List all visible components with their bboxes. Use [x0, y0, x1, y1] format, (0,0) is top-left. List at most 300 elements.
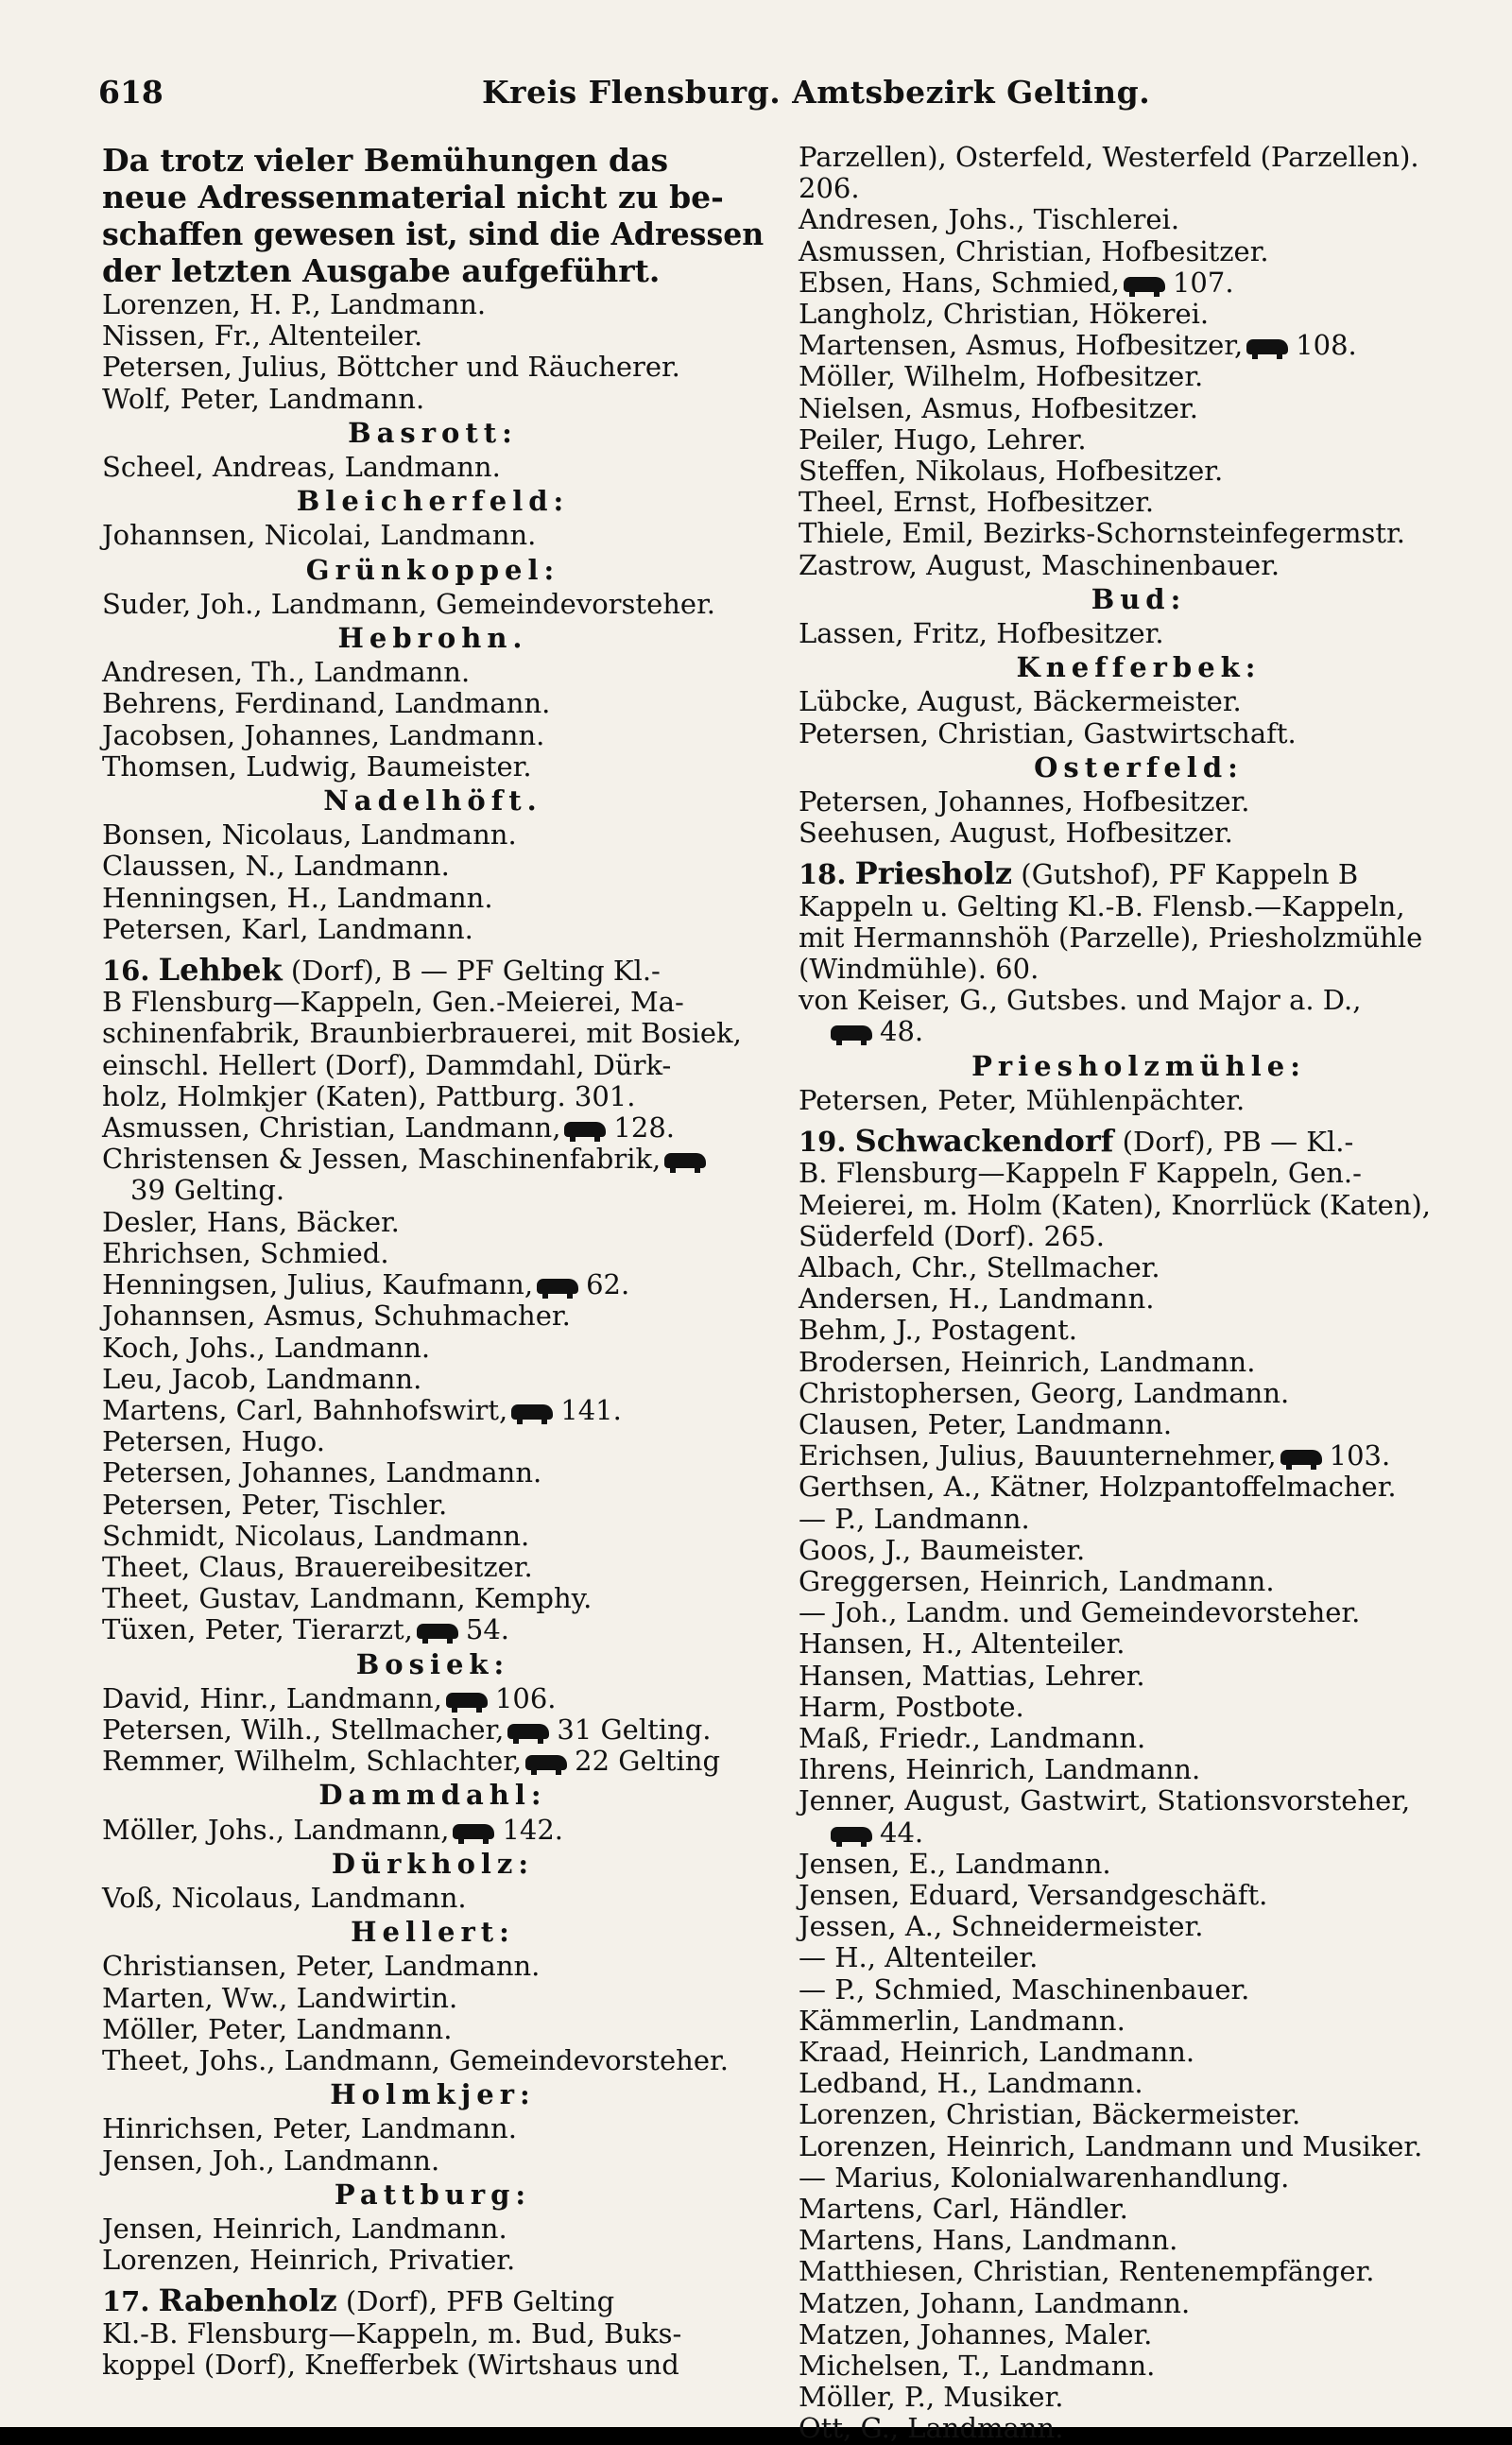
continuation-text: Kl.-B. Flensburg—Kappeln, m. Bud, Buks-	[102, 2316, 682, 2350]
entry-text: Theet, Gustav, Landmann, Kemphy.	[102, 1582, 593, 1615]
page-number: 618	[98, 74, 163, 111]
phone-number: 22 Gelting	[575, 1745, 721, 1778]
directory-entry	[799, 1252, 1479, 1283]
directory-entry	[799, 1409, 1479, 1440]
entry-text: Maß, Friedr., Landmann.	[799, 1721, 1146, 1754]
place-heading: Pattburg:	[334, 2178, 532, 2211]
telephone-car-icon	[507, 1724, 549, 1739]
entry-text: Lassen, Fritz, Hofbesitzer.	[799, 617, 1164, 650]
entry-text: Asmussen, Christian, Hofbesitzer.	[799, 234, 1269, 267]
continuation-text: Meierei, m. Holm (Katen), Knorrlück (Katen),	[799, 1188, 1432, 1221]
entry-text: Theet, Johs., Landmann, Gemeindevorsteher.	[102, 2043, 729, 2076]
directory-entry	[102, 1614, 764, 1645]
entry-text: Möller, Wilhelm, Hofbesitzer.	[799, 360, 1204, 393]
directory-entry	[799, 2194, 1479, 2225]
place-heading: Grünkoppel:	[305, 553, 560, 586]
continuation-line	[799, 1221, 1479, 1252]
continuation-line	[799, 1817, 1479, 1849]
directory-entry	[799, 985, 1479, 1016]
section-description: (Gutshof), PF Kappeln B	[1021, 858, 1359, 891]
entry-text: Andresen, Th., Landmann.	[102, 656, 471, 689]
directory-entry	[102, 751, 764, 783]
directory-entry	[102, 1426, 764, 1457]
phone-number: 108.	[1296, 329, 1357, 362]
entry-text: Greggersen, Heinrich, Landmann.	[799, 1564, 1275, 1597]
directory-entry	[102, 851, 764, 882]
directory-entry	[799, 456, 1479, 487]
directory-entry	[799, 1661, 1479, 1692]
entry-text: Ehrichsen, Schmied.	[102, 1236, 389, 1269]
section-place-name: Schwackendorf	[854, 1123, 1114, 1160]
directory-entry	[102, 1983, 764, 2014]
entry-text: Christensen & Jessen, Maschinenfabrik,	[102, 1143, 662, 1176]
entry-text: Christophersen, Georg, Landmann.	[799, 1376, 1290, 1409]
directory-entry	[102, 1395, 764, 1426]
place-heading: Dammdahl:	[318, 1779, 547, 1812]
place-heading: Bosiek:	[355, 1647, 510, 1680]
section-number: 16.	[102, 955, 150, 988]
telephone-car-icon	[417, 1624, 458, 1639]
directory-entry	[799, 1692, 1479, 1723]
directory-entry	[799, 1628, 1479, 1660]
place-heading: Holmkjer:	[330, 2078, 536, 2111]
directory-entry	[799, 1315, 1479, 1346]
entry-text: Kraad, Heinrich, Landmann.	[799, 2035, 1195, 2068]
entry-text: Petersen, Karl, Landmann.	[102, 912, 473, 945]
directory-entry	[799, 2162, 1479, 2194]
entry-text: Petersen, Johannes, Landmann.	[102, 1456, 542, 1489]
telephone-car-icon	[664, 1153, 706, 1168]
entry-text: Petersen, Julius, Böttcher und Räucherer.	[102, 351, 680, 384]
section-heading	[102, 952, 764, 989]
telephone-car-icon	[1124, 277, 1165, 292]
entry-text: — H., Altenteiler.	[799, 1941, 1039, 1974]
phone-number: 54.	[465, 1613, 510, 1646]
entry-text: Petersen, Wilh., Stellmacher,	[102, 1713, 505, 1746]
entry-text: Zastrow, August, Maschinenbauer.	[799, 548, 1280, 581]
directory-entry	[102, 452, 764, 483]
directory-entry	[799, 2225, 1479, 2256]
directory-entry	[799, 2382, 1479, 2413]
section-heading	[102, 2282, 764, 2319]
directory-entry	[102, 914, 764, 945]
entry-text: Theet, Claus, Brauereibesitzer.	[102, 1550, 533, 1583]
continuation-line	[799, 1190, 1479, 1221]
entry-text: Behrens, Ferdinand, Landmann.	[102, 687, 551, 720]
entry-text: Petersen, Johannes, Hofbesitzer.	[799, 785, 1250, 818]
entry-text: Lorenzen, Heinrich, Landmann und Musiker.	[799, 2129, 1423, 2162]
entry-text: Martens, Hans, Landmann.	[799, 2224, 1178, 2257]
section-number: 18.	[799, 858, 847, 891]
entry-text: Suder, Joh., Landmann, Gemeindevorsteher.	[102, 587, 715, 620]
continuation-line	[102, 1018, 764, 1049]
entry-text: Martensen, Asmus, Hofbesitzer,	[799, 329, 1244, 362]
entry-text: von Keiser, G., Gutsbes. und Major a. D.,	[799, 984, 1362, 1017]
notice-line: der letzten Ausgabe aufgeführt.	[102, 252, 661, 289]
entry-text: Johannsen, Asmus, Schuhmacher.	[102, 1300, 571, 1333]
phone-number: 128.	[613, 1111, 675, 1145]
continuation-text: Parzellen), Osterfeld, Westerfeld (Parzellen).	[799, 141, 1419, 173]
directory-entry	[799, 2037, 1479, 2068]
directory-entry	[102, 352, 764, 383]
entry-text: Matzen, Johann, Landmann.	[799, 2286, 1191, 2319]
continuation-text: 44.	[880, 1816, 924, 1849]
entry-text: Petersen, Christian, Gastwirtschaft.	[799, 716, 1297, 749]
directory-entry	[102, 589, 764, 620]
continuation-line	[102, 2350, 764, 2381]
directory-entry	[799, 818, 1479, 849]
entry-text: Kämmerlin, Landmann.	[799, 2004, 1125, 2037]
directory-entry	[102, 688, 764, 719]
directory-entry	[102, 1333, 764, 1364]
continuation-line	[799, 173, 1479, 204]
telephone-car-icon	[446, 1693, 488, 1708]
entry-text: Lorenzen, H. P., Landmann.	[102, 288, 487, 320]
entry-text: Behm, J., Postagent.	[799, 1314, 1078, 1347]
directory-entry	[799, 1974, 1479, 2006]
directory-entry	[799, 2256, 1479, 2287]
entry-text: — P., Schmied, Maschinenbauer.	[799, 1972, 1250, 2006]
directory-entry	[799, 1504, 1479, 1535]
directory-entry	[799, 786, 1479, 818]
directory-entry	[799, 2131, 1479, 2162]
continuation-line	[799, 954, 1479, 985]
notice-line: Da trotz vieler Bemühungen das	[102, 142, 669, 179]
directory-entry	[799, 2068, 1479, 2099]
directory-entry	[102, 1300, 764, 1332]
directory-entry	[102, 1112, 764, 1144]
directory-entry	[799, 1911, 1479, 1942]
directory-entry	[799, 2099, 1479, 2130]
directory-entry	[799, 236, 1479, 267]
entry-text: Nielsen, Asmus, Hofbesitzer.	[799, 391, 1198, 424]
continuation-text: einschl. Hellert (Dorf), Dammdahl, Dürk-	[102, 1048, 672, 1081]
telephone-car-icon	[511, 1404, 553, 1420]
entry-text: Ebsen, Hans, Schmied,	[799, 266, 1120, 299]
continuation-line	[102, 987, 764, 1018]
entry-text: Langholz, Christian, Hökerei.	[799, 298, 1210, 331]
entry-text: Wolf, Peter, Landmann.	[102, 382, 425, 415]
directory-entry	[102, 2045, 764, 2076]
entry-text: Möller, Johs., Landmann,	[102, 1813, 450, 1846]
telephone-car-icon	[453, 1824, 494, 1839]
continuation-text: 48.	[880, 1015, 924, 1048]
right-column	[799, 142, 1479, 2445]
directory-entry	[102, 720, 764, 751]
continuation-text: 39 Gelting.	[130, 1174, 285, 1207]
entry-text: Schmidt, Nicolaus, Landmann.	[102, 1519, 530, 1552]
place-heading: Bud:	[1091, 582, 1187, 615]
place-heading: Hebrohn.	[337, 622, 528, 655]
directory-entry	[102, 2014, 764, 2045]
running-title: Kreis Flensburg. Amtsbezirk Gelting.	[482, 74, 1151, 111]
entry-text: Peiler, Hugo, Lehrer.	[799, 422, 1087, 456]
entry-text: Goos, J., Baumeister.	[799, 1533, 1086, 1566]
directory-entry	[799, 1472, 1479, 1503]
entry-text: Seehusen, August, Hofbesitzer.	[799, 817, 1233, 850]
continuation-line	[102, 1081, 764, 1112]
directory-entry	[799, 1378, 1479, 1409]
directory-entry	[799, 361, 1479, 392]
telephone-car-icon	[831, 1025, 872, 1041]
entry-text: Martens, Carl, Bahnhofswirt,	[102, 1393, 508, 1426]
directory-entry	[799, 1535, 1479, 1566]
directory-entry	[799, 686, 1479, 717]
directory-entry	[102, 2113, 764, 2144]
entry-text: Christiansen, Peter, Landmann.	[102, 1950, 541, 1983]
phone-number: 62.	[586, 1268, 630, 1301]
place-heading: Basrott:	[348, 416, 518, 449]
continuation-text: schinenfabrik, Braunbierbrauerei, mit Bosiek,	[102, 1017, 742, 1050]
entry-text: Koch, Johs., Landmann.	[102, 1331, 431, 1364]
place-heading: Hellert:	[351, 1916, 515, 1949]
directory-entry	[799, 1880, 1479, 1911]
directory-entry	[102, 1144, 764, 1175]
entry-text: Jensen, E., Landmann.	[799, 1847, 1111, 1880]
phone-number: 103.	[1329, 1439, 1391, 1472]
left-column	[102, 142, 764, 2381]
directory-entry	[799, 393, 1479, 424]
directory-entry	[102, 289, 764, 320]
telephone-car-icon	[831, 1827, 872, 1842]
directory-entry	[799, 330, 1479, 361]
directory-entry	[799, 1723, 1479, 1754]
section-heading	[799, 855, 1479, 892]
continuation-text: koppel (Dorf), Knefferbek (Wirtshaus und	[102, 2348, 679, 2381]
telephone-car-icon	[537, 1279, 578, 1294]
directory-entry	[102, 1683, 764, 1714]
entry-text: Henningsen, H., Landmann.	[102, 881, 493, 914]
telephone-car-icon	[1280, 1450, 1322, 1465]
directory-entry	[799, 2413, 1479, 2444]
directory-entry	[799, 1566, 1479, 1597]
directory-entry	[102, 2145, 764, 2177]
continuation-line	[102, 2318, 764, 2350]
directory-entry	[799, 518, 1479, 549]
place-heading: Dürkholz:	[331, 1847, 535, 1880]
directory-entry	[102, 1552, 764, 1583]
entry-text: Möller, P., Musiker.	[799, 2381, 1064, 2414]
entry-text: — P., Landmann.	[799, 1502, 1030, 1535]
directory-entry	[799, 204, 1479, 235]
place-heading: Nadelhöft.	[323, 784, 542, 818]
continuation-line	[799, 142, 1479, 173]
phone-number: 141.	[560, 1393, 622, 1426]
entry-text: Lorenzen, Christian, Bäckermeister.	[799, 2098, 1301, 2131]
directory-entry	[799, 1849, 1479, 1880]
section-number: 17.	[102, 2285, 150, 2318]
directory-entry	[799, 2350, 1479, 2382]
directory-entry	[102, 1521, 764, 1552]
entry-text: Ott, G., Landmann.	[799, 2412, 1064, 2445]
entry-text: Asmussen, Christian, Landmann,	[102, 1111, 561, 1145]
notice-block	[102, 142, 764, 289]
section-place-name: Rabenholz	[158, 2282, 337, 2319]
entry-text: Clausen, Peter, Landmann.	[799, 1407, 1173, 1440]
entry-text: Harm, Postbote.	[799, 1690, 1024, 1723]
entry-text: Desler, Hans, Bäcker.	[102, 1205, 400, 1238]
directory-entry	[799, 267, 1479, 299]
directory-entry	[799, 1597, 1479, 1628]
entry-text: Jenner, August, Gastwirt, Stationsvorsteher,	[799, 1784, 1411, 1817]
entry-text: Jessen, A., Schneidermeister.	[799, 1910, 1204, 1943]
entry-text: Michelsen, T., Landmann.	[799, 2350, 1156, 2383]
section-description: (Dorf), PFB Gelting	[345, 2285, 615, 2318]
entry-text: Thomsen, Ludwig, Baumeister.	[102, 749, 532, 783]
entry-text: Möller, Peter, Landmann.	[102, 2012, 453, 2045]
directory-entry	[799, 1347, 1479, 1378]
entry-text: Ledband, H., Landmann.	[799, 2067, 1143, 2100]
entry-text: Hinrichsen, Peter, Landmann.	[102, 2112, 517, 2145]
section-place-name: Priesholz	[854, 855, 1013, 892]
section-heading	[799, 1123, 1479, 1160]
entry-text: Andersen, H., Landmann.	[799, 1283, 1155, 1316]
phone-number: 142.	[502, 1813, 564, 1846]
directory-entry	[102, 657, 764, 688]
place-heading: Bleicherfeld:	[296, 485, 570, 518]
directory-entry	[102, 883, 764, 914]
directory-entry	[799, 424, 1479, 456]
directory-entry	[102, 1951, 764, 1982]
directory-entry	[799, 718, 1479, 749]
entry-text: Jensen, Heinrich, Landmann.	[102, 2212, 507, 2245]
entry-text: Claussen, N., Landmann.	[102, 850, 450, 883]
entry-text: Jacobsen, Johannes, Landmann.	[102, 718, 545, 751]
entry-text: Nissen, Fr., Altenteiler.	[102, 319, 423, 353]
continuation-line	[799, 922, 1479, 954]
directory-entry	[799, 550, 1479, 581]
continuation-line	[799, 1158, 1479, 1189]
continuation-text: (Windmühle). 60.	[799, 953, 1040, 986]
directory-entry	[799, 2006, 1479, 2037]
continuation-text: B Flensburg—Kappeln, Gen.-Meierei, Ma-	[102, 986, 684, 1019]
entry-text: Martens, Carl, Händler.	[799, 2193, 1128, 2225]
notice-line: schaffen gewesen ist, sind die Adressen	[102, 215, 765, 252]
entry-text: Hansen, H., Altenteiler.	[799, 1627, 1125, 1661]
entry-text: Bonsen, Nicolaus, Landmann.	[102, 818, 517, 852]
directory-entry	[102, 1714, 764, 1746]
entry-text: Matthiesen, Christian, Rentenempfänger.	[799, 2255, 1375, 2288]
directory-entry	[102, 1207, 764, 1238]
entry-text: Theel, Ernst, Hofbesitzer.	[799, 486, 1155, 519]
entry-text: Jensen, Joh., Landmann.	[102, 2144, 440, 2177]
entry-text: Thiele, Emil, Bezirks-Schornsteinfegermstr.	[799, 517, 1405, 550]
entry-text: Petersen, Peter, Mühlenpächter.	[799, 1083, 1246, 1116]
entry-text: Johannsen, Nicolai, Landmann.	[102, 519, 537, 552]
directory-entry	[799, 1283, 1479, 1315]
directory-entry	[799, 1942, 1479, 1973]
phone-number: 107.	[1172, 266, 1234, 299]
continuation-text: holz, Holmkjer (Katen), Pattburg. 301.	[102, 1079, 636, 1112]
section-number: 19.	[799, 1126, 847, 1159]
directory-entry	[102, 1883, 764, 1914]
section-place-name: Lehbek	[158, 952, 283, 989]
directory-entry	[799, 1440, 1479, 1472]
entry-text: Marten, Ww., Landwirtin.	[102, 1981, 458, 2014]
entry-text: Erichsen, Julius, Bauunternehmer,	[799, 1439, 1277, 1472]
entry-text: Ihrens, Heinrich, Landmann.	[799, 1753, 1201, 1786]
directory-entry	[102, 1457, 764, 1489]
continuation-line	[102, 1050, 764, 1081]
entry-text: Andresen, Johs., Tischlerei.	[799, 203, 1180, 236]
continuation-line	[799, 1016, 1479, 1047]
telephone-car-icon	[525, 1755, 567, 1770]
directory-entry	[102, 384, 764, 415]
entry-text: Tüxen, Peter, Tierarzt,	[102, 1613, 413, 1646]
entry-text: Petersen, Hugo.	[102, 1425, 325, 1458]
telephone-car-icon	[1246, 339, 1288, 354]
entry-text: Brodersen, Heinrich, Landmann.	[799, 1345, 1256, 1378]
directory-entry	[102, 520, 764, 551]
directory-entry	[102, 1269, 764, 1300]
entry-text: David, Hinr., Landmann,	[102, 1681, 442, 1714]
entry-text: Lübcke, August, Bäckermeister.	[799, 685, 1242, 718]
directory-entry	[799, 487, 1479, 518]
entry-text: Lorenzen, Heinrich, Privatier.	[102, 2244, 516, 2277]
notice-line: neue Adressenmaterial nicht zu be-	[102, 179, 724, 215]
phone-number: 106.	[494, 1681, 557, 1714]
continuation-text: mit Hermannshöh (Parzelle), Priesholzmühle	[799, 921, 1423, 954]
directory-entry	[102, 1364, 764, 1395]
continuation-text: 206.	[799, 172, 860, 205]
entry-text: Hansen, Mattias, Lehrer.	[799, 1659, 1145, 1692]
place-heading: Osterfeld:	[1034, 750, 1244, 783]
directory-entry	[799, 2288, 1479, 2319]
directory-entry	[102, 2245, 764, 2276]
continuation-text: Süderfeld (Dorf). 265.	[799, 1219, 1106, 1252]
entry-text: Voß, Nicolaus, Landmann.	[102, 1881, 467, 1914]
entry-text: — Joh., Landm. und Gemeindevorsteher.	[799, 1596, 1361, 1629]
entry-text: Albach, Chr., Stellmacher.	[799, 1250, 1160, 1283]
directory-entry	[102, 320, 764, 352]
entry-text: Matzen, Johannes, Maler.	[799, 2317, 1153, 2350]
page-header	[94, 74, 1455, 119]
directory-entry	[102, 1583, 764, 1614]
directory-entry	[799, 299, 1479, 330]
directory-entry	[102, 1238, 764, 1269]
telephone-car-icon	[564, 1122, 606, 1137]
directory-entry	[102, 1815, 764, 1846]
entry-text: Leu, Jacob, Landmann.	[102, 1362, 422, 1395]
entry-text: Jensen, Eduard, Versandgeschäft.	[799, 1878, 1268, 1911]
section-description: (Dorf), B — PF Gelting Kl.-	[290, 955, 661, 988]
entry-text: Gerthsen, A., Kätner, Holzpantoffelmacher.	[799, 1471, 1397, 1504]
continuation-text: Kappeln u. Gelting Kl.-B. Flensb.—Kappeln,	[799, 889, 1405, 922]
directory-entry	[102, 2213, 764, 2245]
continuation-text: B. Flensburg—Kappeln F Kappeln, Gen.-	[799, 1157, 1362, 1190]
directory-entry	[799, 1785, 1479, 1817]
entry-text: Scheel, Andreas, Landmann.	[102, 451, 501, 484]
phone-number: 31 Gelting.	[557, 1713, 712, 1746]
continuation-line	[102, 1175, 764, 1206]
place-heading: Priesholzmühle:	[971, 1049, 1306, 1082]
entry-text: Henningsen, Julius, Kaufmann,	[102, 1268, 534, 1301]
place-heading: Knefferbek:	[1016, 651, 1262, 684]
directory-entry	[799, 2319, 1479, 2350]
entry-text: Remmer, Wilhelm, Schlachter,	[102, 1745, 523, 1778]
section-description: (Dorf), PB — Kl.-	[1122, 1126, 1354, 1159]
directory-entry	[102, 819, 764, 851]
continuation-line	[799, 891, 1479, 922]
directory-entry	[799, 1754, 1479, 1785]
entry-text: — Marius, Kolonialwarenhandlung.	[799, 2161, 1290, 2194]
directory-entry	[102, 1746, 764, 1777]
entry-text: Petersen, Peter, Tischler.	[102, 1488, 448, 1521]
directory-entry	[799, 1085, 1479, 1116]
directory-entry	[799, 618, 1479, 649]
entry-text: Steffen, Nikolaus, Hofbesitzer.	[799, 455, 1224, 488]
directory-entry	[102, 1489, 764, 1521]
